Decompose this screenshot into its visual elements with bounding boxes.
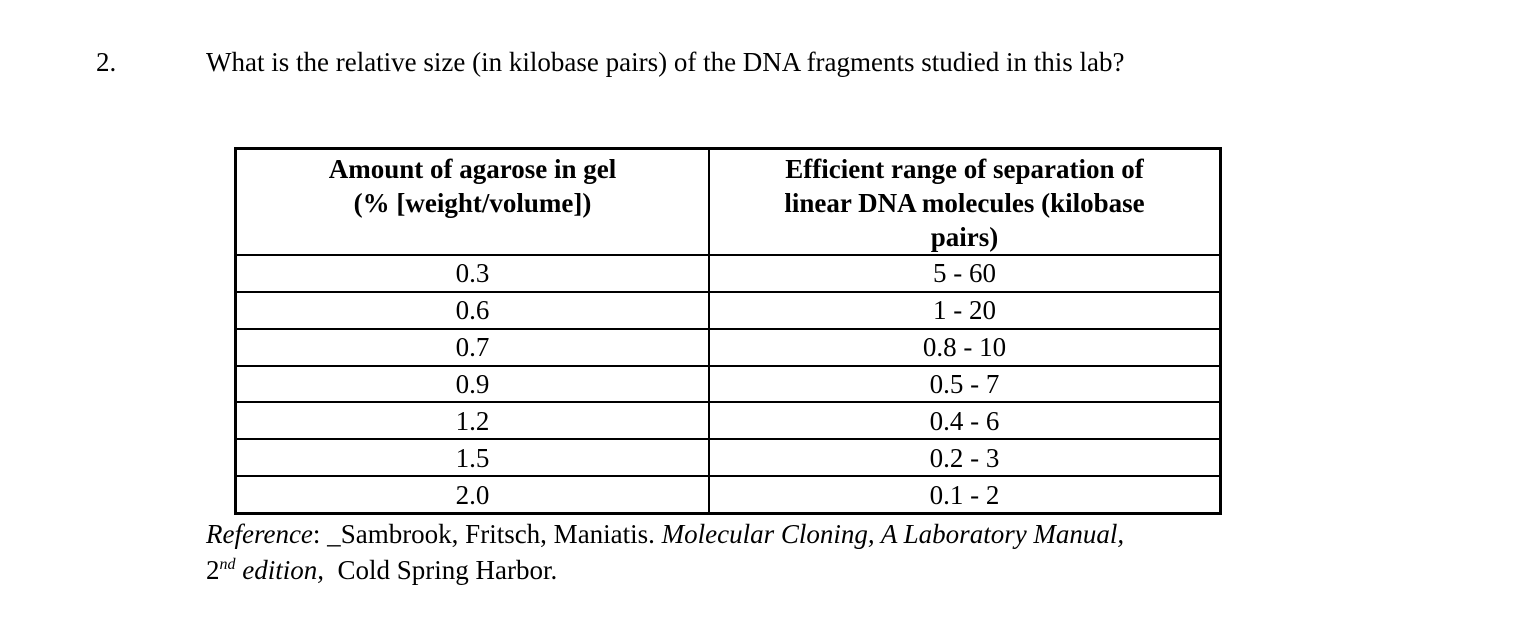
table-row [237,329,1219,366]
reference-edition-suffix: nd [219,556,236,573]
reference-edition-number: 2 [206,555,220,585]
range-cell: 0.5 - 7 [709,366,1219,403]
agarose-table [234,147,1222,515]
table-row [237,439,1219,476]
agarose-cell: 1.2 [237,402,709,439]
reference-publisher: Cold Spring Harbor. [324,555,558,585]
table-row [237,255,1219,292]
reference-line-1 [206,516,1124,552]
table-row [237,366,1219,403]
range-cell: 0.4 - 6 [709,402,1219,439]
agarose-cell: 2.0 [237,476,709,512]
question-text: What is the relative size (in kilobase pairs) of the DNA fragments studied in this lab? [206,47,1125,77]
agarose-cell: 0.9 [237,366,709,403]
agarose-cell: 1.5 [237,439,709,476]
agarose-cell: 0.3 [237,255,709,292]
agarose-cell: 0.7 [237,329,709,366]
reference-authors: Sambrook, Fritsch, Maniatis. [340,519,662,549]
question-number: 2. [96,47,117,77]
range-cell: 0.2 - 3 [709,439,1219,476]
reference-edition-word: edition, [235,555,324,585]
column-header-separation-range: Efficient range of separation of linear DNA molecules (kilobase pairs) [709,150,1219,255]
range-cell: 1 - 20 [709,292,1219,329]
reference-title: Molecular Cloning, A Laboratory Manual, [661,519,1125,549]
reference-line-2 [206,552,1124,588]
range-cell: 0.1 - 2 [709,476,1219,512]
table-row [237,402,1219,439]
column-header-agarose: Amount of agarose in gel (% [weight/volume]) [328,154,617,218]
range-cell: 0.8 - 10 [709,329,1219,366]
reference-label: Reference [206,519,313,549]
agarose-cell: 0.6 [237,292,709,329]
table-row [237,476,1219,512]
table-row [237,292,1219,329]
reference-colon: : _ [312,519,341,549]
reference-citation [206,516,1124,588]
range-cell: 5 - 60 [709,255,1219,292]
